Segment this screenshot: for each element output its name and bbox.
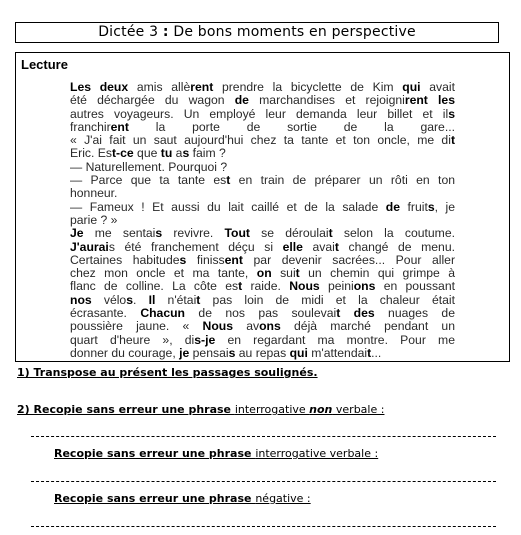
passage-bold-segment: de xyxy=(385,199,400,214)
passage-segment: un chemin qui grimpe à xyxy=(299,266,455,281)
passage-bold-segment: ent xyxy=(224,252,243,267)
passage-segment: s été franchement déçu si xyxy=(108,239,283,254)
passage-line xyxy=(70,254,455,267)
answer-line-1[interactable] xyxy=(31,436,496,437)
passage-bold-segment: Je xyxy=(70,226,84,241)
passage-line xyxy=(70,187,455,200)
passage-segment: ... xyxy=(371,345,382,360)
passage-bold-segment: je xyxy=(179,345,190,360)
passage-bold-segment: Chacun xyxy=(140,306,186,321)
passage-line xyxy=(70,267,455,280)
title-post: De bons moments en perspective xyxy=(168,24,416,40)
passage-bold-segment: s xyxy=(448,106,455,121)
passage-bold-segment: s xyxy=(155,226,163,241)
passage-bold-segment: s xyxy=(126,292,133,307)
question-4 xyxy=(54,492,311,505)
passage-bold-segment: s xyxy=(427,199,435,214)
question-4-type: négative : xyxy=(255,492,311,505)
passage-segment: . xyxy=(133,292,149,307)
passage-segment: av xyxy=(233,319,260,334)
page-title xyxy=(15,22,499,43)
passage-bold-segment: s-je xyxy=(194,332,216,347)
passage-segment: me sentai xyxy=(83,226,156,241)
passage-segment: — Parce que ta tante es xyxy=(70,173,227,188)
passage-bold-segment: qui xyxy=(402,80,421,94)
passage-segment: sui xyxy=(271,266,296,281)
passage-bold-segment: rent les xyxy=(404,93,455,108)
passage-bold-segment: s xyxy=(228,345,236,360)
passage-segment: — Fameux ! Et aussi du lait caillé et de la salade xyxy=(70,199,386,214)
passage-line xyxy=(70,161,455,174)
passage-segment: marchandises et rejoigni xyxy=(248,93,405,108)
passage-segment: m'attendai xyxy=(307,345,368,360)
passage-segment: a xyxy=(172,146,183,161)
passage-line xyxy=(70,320,455,333)
passage-segment: en regardant ma montre. Pour me xyxy=(215,332,455,347)
passage-bold-segment: t-ce xyxy=(111,146,134,161)
title-pre: Dictée 3 xyxy=(98,24,163,40)
passage-bold-segment: t xyxy=(196,292,201,307)
passage-segment: selon la coutume. xyxy=(332,226,455,241)
passage-segment: revivre. xyxy=(162,226,225,241)
passage-segment: se déroulai xyxy=(250,226,329,241)
answer-line-2[interactable] xyxy=(31,481,496,482)
passage-segment: finiss xyxy=(186,252,225,267)
question-3-type: interrogative verbale : xyxy=(255,447,379,460)
question-3 xyxy=(54,447,378,460)
passage-bold-segment: t xyxy=(295,266,300,281)
passage-segment: de nos pas soulevai xyxy=(185,306,337,321)
question-2-suffix: verbale : xyxy=(332,403,385,416)
passage-bold-segment: t xyxy=(226,173,231,188)
passage-bold-segment: J'aurai xyxy=(70,239,109,254)
passage-segment: par devenir sacrées... Pour aller xyxy=(242,252,456,267)
passage-bold-segment: tu xyxy=(160,146,173,161)
question-2-type: interrogative xyxy=(234,403,310,416)
passage-segment: chez mon oncle et ma tante, xyxy=(70,266,257,281)
passage-segment: faim ? xyxy=(189,146,226,161)
passage-bold-segment: t xyxy=(334,239,339,254)
reading-passage xyxy=(70,81,455,360)
passage-line xyxy=(70,147,455,160)
question-1: 1) Transpose au présent les passages soulignés. xyxy=(17,366,318,379)
passage-bold-segment: s xyxy=(179,252,187,267)
passage-segment: en train de préparer un rôti en ton xyxy=(230,173,456,188)
passage-line xyxy=(70,214,455,227)
passage-bold-segment: s xyxy=(182,146,190,161)
passage-bold-segment: ons xyxy=(259,319,281,334)
passage-segment: honneur. xyxy=(70,186,118,201)
passage-line xyxy=(70,174,455,187)
question-2-prefix: 2) Recopie sans erreur une phrase xyxy=(17,403,235,416)
passage-segment: écrasante. xyxy=(70,306,141,321)
passage-segment: peini xyxy=(319,279,354,294)
passage-segment: fruit xyxy=(400,199,428,214)
passage-segment: flanc de colline. La côte es xyxy=(70,279,239,294)
passage-segment: nuages de xyxy=(374,306,455,321)
passage-line xyxy=(70,134,455,147)
passage-segment: Eric. Es xyxy=(70,146,112,161)
passage-segment: pas loin de midi et la chaleur était xyxy=(200,292,455,307)
passage-bold-segment: ent xyxy=(110,119,129,134)
passage-segment: déjà marché pendant un xyxy=(280,319,455,334)
passage-line xyxy=(70,347,455,360)
passage-segment: Certaines habitude xyxy=(70,252,180,267)
passage-segment: amis allè xyxy=(128,80,191,94)
passage-segment: poussière jaune. « xyxy=(70,319,203,334)
question-2-emphasis: non xyxy=(309,403,333,416)
passage-line xyxy=(70,241,455,254)
passage-line xyxy=(70,280,455,293)
passage-segment: raide. xyxy=(242,279,290,294)
passage-segment: pensai xyxy=(189,345,229,360)
passage-bold-segment: Les deux xyxy=(70,80,129,94)
passage-line xyxy=(70,307,455,320)
passage-bold-segment: t xyxy=(367,345,372,360)
passage-line xyxy=(70,334,455,347)
reading-box xyxy=(15,52,510,362)
question-4-prefix: Recopie sans erreur une phrase xyxy=(54,492,256,505)
passage-bold-segment: on xyxy=(256,266,272,281)
passage-bold-segment: Il xyxy=(148,292,156,307)
question-2 xyxy=(17,403,384,416)
passage-line xyxy=(70,227,455,240)
passage-segment: — Naturellement. Pourquoi ? xyxy=(70,159,228,174)
passage-segment: avait xyxy=(420,80,455,94)
title-colon: : xyxy=(162,24,169,40)
passage-bold-segment: nos xyxy=(70,292,92,307)
passage-bold-segment: rent xyxy=(190,80,214,94)
passage-segment: avai xyxy=(302,239,335,254)
passage-segment: quart d'heure », di xyxy=(70,332,195,347)
passage-segment: parie ? » xyxy=(70,212,118,227)
passage-bold-segment: Nous xyxy=(289,279,320,294)
passage-segment: au repas xyxy=(235,345,290,360)
passage-segment: prendre la bicyclette de Kim xyxy=(213,80,403,94)
question-3-prefix: Recopie sans erreur une phrase xyxy=(54,447,256,460)
passage-bold-segment: ons xyxy=(353,279,376,294)
passage-bold-segment: de xyxy=(234,93,249,108)
passage-bold-segment: t xyxy=(328,226,333,241)
passage-segment: que xyxy=(133,146,161,161)
passage-segment: n'étai xyxy=(155,292,197,307)
passage-bold-segment: t xyxy=(450,133,455,148)
passage-bold-segment: qui xyxy=(289,345,308,360)
passage-line xyxy=(70,81,455,94)
passage-segment: changé de menu. xyxy=(338,239,455,254)
answer-line-3[interactable] xyxy=(31,526,496,527)
passage-segment: en poussant xyxy=(375,279,455,294)
reading-label: Lecture xyxy=(21,57,68,72)
passage-segment: été déchargée du wagon xyxy=(70,93,235,108)
passage-segment: la porte de sortie de la gare... xyxy=(128,119,455,134)
passage-bold-segment: elle xyxy=(282,239,303,254)
passage-segment: franchir xyxy=(70,119,111,134)
passage-bold-segment: t xyxy=(238,279,243,294)
passage-bold-segment: Tout xyxy=(224,226,250,241)
passage-line xyxy=(70,201,455,214)
passage-segment: « J'ai fait un saut aujourd'hui chez ta tante et ton oncle, me di xyxy=(70,133,451,148)
passage-bold-segment: t des xyxy=(336,306,375,321)
passage-line xyxy=(70,94,455,107)
passage-segment: autres voyageurs. Un employé leur demanda leur billet et il xyxy=(70,106,449,121)
passage-segment: , je xyxy=(434,199,456,214)
passage-line xyxy=(70,108,455,121)
passage-segment: donner du courage, xyxy=(70,345,180,360)
passage-segment: vélo xyxy=(91,292,127,307)
passage-line xyxy=(70,121,455,134)
passage-bold-segment: Nous xyxy=(202,319,233,334)
passage-line xyxy=(70,294,455,307)
